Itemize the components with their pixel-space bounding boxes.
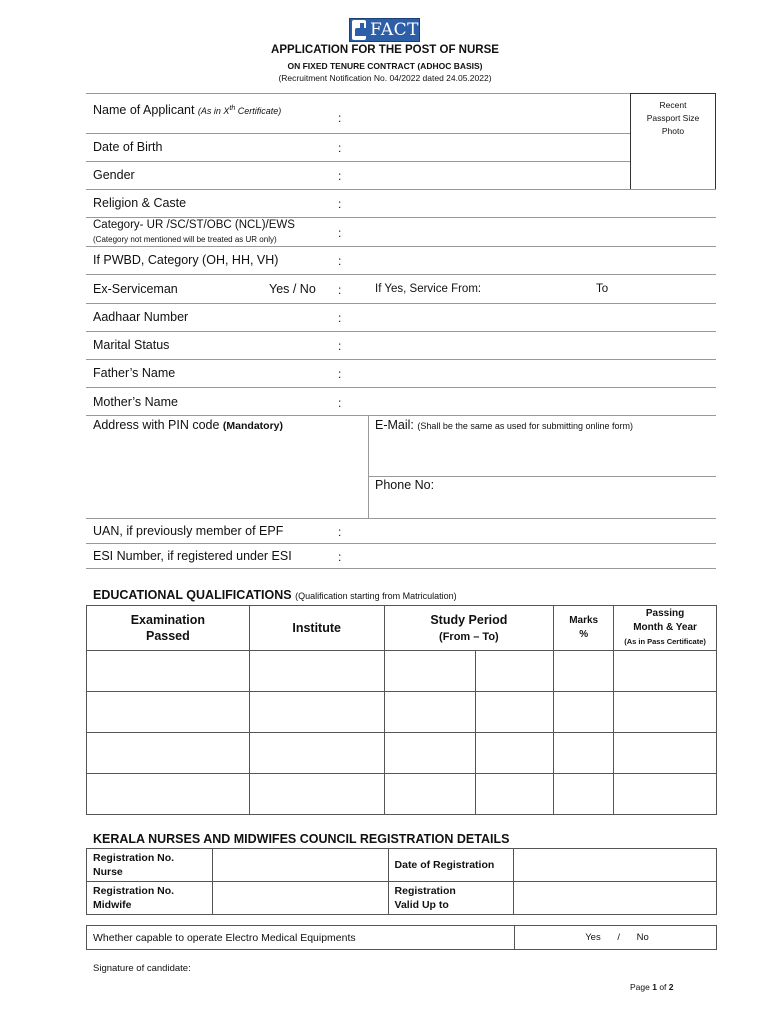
- rule: [86, 543, 716, 544]
- rule: [368, 476, 716, 477]
- cell-input[interactable]: [614, 733, 717, 774]
- cell-input[interactable]: [87, 733, 250, 774]
- rule: [86, 415, 716, 416]
- photo-label-2: Passport Size: [646, 113, 700, 123]
- cell-input[interactable]: [554, 733, 614, 774]
- cell-input[interactable]: [554, 774, 614, 815]
- pwbd-colon: :: [338, 254, 342, 268]
- cell-input[interactable]: [384, 651, 476, 692]
- table-row: [87, 774, 717, 815]
- father-colon: :: [338, 367, 342, 381]
- cell-input[interactable]: [249, 651, 384, 692]
- registration-heading: KERALA NURSES AND MIDWIFES COUNCIL REGISTRATION DETAILS: [93, 832, 510, 846]
- dob-label: Date of Birth: [93, 140, 163, 154]
- yes-option[interactable]: Yes: [585, 932, 601, 943]
- address-field[interactable]: [90, 436, 364, 514]
- electro-options[interactable]: [515, 926, 717, 950]
- date-reg-label: Date of Registration: [388, 849, 514, 882]
- col-marks: Marks %: [554, 606, 614, 651]
- esi-label: ESI Number, if registered under ESI: [93, 549, 292, 563]
- father-field[interactable]: [350, 362, 710, 385]
- cell-input[interactable]: [476, 692, 554, 733]
- mother-field[interactable]: [350, 390, 710, 413]
- cell-input[interactable]: [249, 774, 384, 815]
- rule: [86, 568, 716, 569]
- electro-question: Whether capable to operate Electro Medical Equipments: [87, 926, 515, 950]
- no-option[interactable]: No: [636, 932, 649, 943]
- cell-input[interactable]: [384, 733, 476, 774]
- date-reg-field[interactable]: [514, 849, 717, 882]
- gender-colon: :: [338, 169, 342, 183]
- dob-colon: :: [338, 141, 342, 155]
- rule: [86, 161, 630, 162]
- education-heading: EDUCATIONAL QUALIFICATIONS (Qualification starting from Matriculation): [93, 588, 457, 602]
- rule: [86, 518, 716, 519]
- col-study-period: Study Period (From – To): [384, 606, 554, 651]
- service-to-label: To: [596, 283, 609, 295]
- mother-label: Mother’s Name: [93, 395, 178, 409]
- name-colon: :: [338, 111, 342, 125]
- phone-label: Phone No:: [375, 478, 435, 492]
- phone-field[interactable]: [440, 480, 710, 514]
- uan-field[interactable]: [350, 521, 710, 541]
- rule: [86, 133, 630, 134]
- valid-upto-label: Registration Valid Up to: [388, 882, 514, 915]
- rule: [86, 189, 716, 190]
- cell-input[interactable]: [614, 774, 717, 815]
- rule: [86, 274, 716, 275]
- dob-field[interactable]: [350, 136, 625, 159]
- exservice-colon: :: [338, 283, 342, 297]
- form-subtitle: ON FIXED TENURE CONTRACT (ADHOC BASIS): [287, 61, 483, 71]
- col-institute: Institute: [249, 606, 384, 651]
- address-label: Address with PIN code (Mandatory): [93, 418, 284, 432]
- form-title: APPLICATION FOR THE POST OF NURSE: [271, 44, 499, 56]
- rule: [86, 246, 716, 247]
- aadhaar-field[interactable]: [350, 306, 710, 329]
- rule: [86, 359, 716, 360]
- cell-input[interactable]: [554, 692, 614, 733]
- rule: [86, 303, 716, 304]
- reg-midwife-label: Registration No. Midwife: [87, 882, 213, 915]
- reg-nurse-label: Registration No. Nurse: [87, 849, 213, 882]
- option-separator: /: [617, 932, 620, 943]
- cell-input[interactable]: [476, 651, 554, 692]
- cell-input[interactable]: [384, 692, 476, 733]
- gender-field[interactable]: [350, 164, 625, 187]
- page-number: Page 1 of 2: [630, 982, 674, 992]
- marital-field[interactable]: [350, 334, 710, 357]
- cell-input[interactable]: [614, 692, 717, 733]
- logo-text: FACT: [370, 20, 419, 40]
- cell-input[interactable]: [87, 774, 250, 815]
- cell-input[interactable]: [554, 651, 614, 692]
- esi-field[interactable]: [350, 546, 710, 566]
- email-field[interactable]: [372, 436, 712, 472]
- category-colon: :: [338, 226, 342, 240]
- category-label: Category- UR /SC/ST/OBC (NCL)/EWS: [93, 219, 295, 231]
- exservice-label: Ex-Serviceman: [93, 282, 178, 296]
- pwbd-field[interactable]: [350, 249, 710, 272]
- religion-colon: :: [338, 197, 342, 211]
- cell-input[interactable]: [87, 692, 250, 733]
- recruitment-notification: (Recruitment Notification No. 04/2022 dated 24.05.2022): [278, 73, 492, 83]
- category-field[interactable]: [350, 220, 710, 244]
- exservice-options[interactable]: Yes / No: [269, 282, 316, 296]
- category-note: (Category not mentioned will be treated as UR only): [93, 235, 277, 244]
- registration-table: [86, 848, 717, 915]
- name-field[interactable]: [350, 100, 625, 130]
- photo-label-3: Photo: [661, 126, 685, 136]
- signature-field[interactable]: [210, 960, 410, 978]
- cell-input[interactable]: [476, 774, 554, 815]
- table-row: [87, 651, 717, 692]
- rule: [86, 331, 716, 332]
- signature-label: Signature of candidate:: [93, 963, 191, 974]
- cell-input[interactable]: [249, 733, 384, 774]
- pwbd-label: If PWBD, Category (OH, HH, VH): [93, 253, 279, 267]
- table-row: [87, 692, 717, 733]
- esi-colon: :: [338, 550, 342, 564]
- cell-input[interactable]: [249, 692, 384, 733]
- religion-field[interactable]: [350, 192, 710, 215]
- valid-upto-field[interactable]: [514, 882, 717, 915]
- rule: [368, 415, 369, 518]
- religion-label: Religion & Caste: [93, 196, 187, 210]
- father-label: Father’s Name: [93, 366, 176, 380]
- education-table: [86, 605, 717, 815]
- name-label: Name of Applicant (As in Xth Certificate): [93, 103, 282, 117]
- marital-colon: :: [338, 339, 342, 353]
- fact-emblem-icon: [352, 20, 366, 40]
- col-passing: Passing Month & Year (As in Pass Certificate): [614, 606, 717, 651]
- col-examination-passed: Examination Passed: [87, 606, 250, 651]
- table-row: [87, 733, 717, 774]
- cell-input[interactable]: [87, 651, 250, 692]
- aadhaar-label: Aadhaar Number: [93, 310, 189, 324]
- reg-nurse-field[interactable]: [212, 849, 388, 882]
- rule: [86, 387, 716, 388]
- uan-label: UAN, if previously member of EPF: [93, 524, 284, 538]
- mother-colon: :: [338, 396, 342, 410]
- cell-input[interactable]: [384, 774, 476, 815]
- rule: [86, 217, 716, 218]
- email-label: E-Mail: (Shall be the same as used for submitting online form): [375, 418, 633, 432]
- service-from-label: If Yes, Service From:: [375, 283, 482, 295]
- fact-logo: [349, 18, 420, 42]
- cell-input[interactable]: [614, 651, 717, 692]
- electro-table: [86, 925, 717, 950]
- reg-midwife-field[interactable]: [212, 882, 388, 915]
- marital-label: Marital Status: [93, 338, 170, 352]
- uan-colon: :: [338, 525, 342, 539]
- gender-label: Gender: [93, 168, 135, 182]
- photo-label-1: Recent: [659, 100, 687, 110]
- rule: [86, 93, 630, 94]
- photo-box[interactable]: [630, 93, 716, 190]
- cell-input[interactable]: [476, 733, 554, 774]
- aadhaar-colon: :: [338, 311, 342, 325]
